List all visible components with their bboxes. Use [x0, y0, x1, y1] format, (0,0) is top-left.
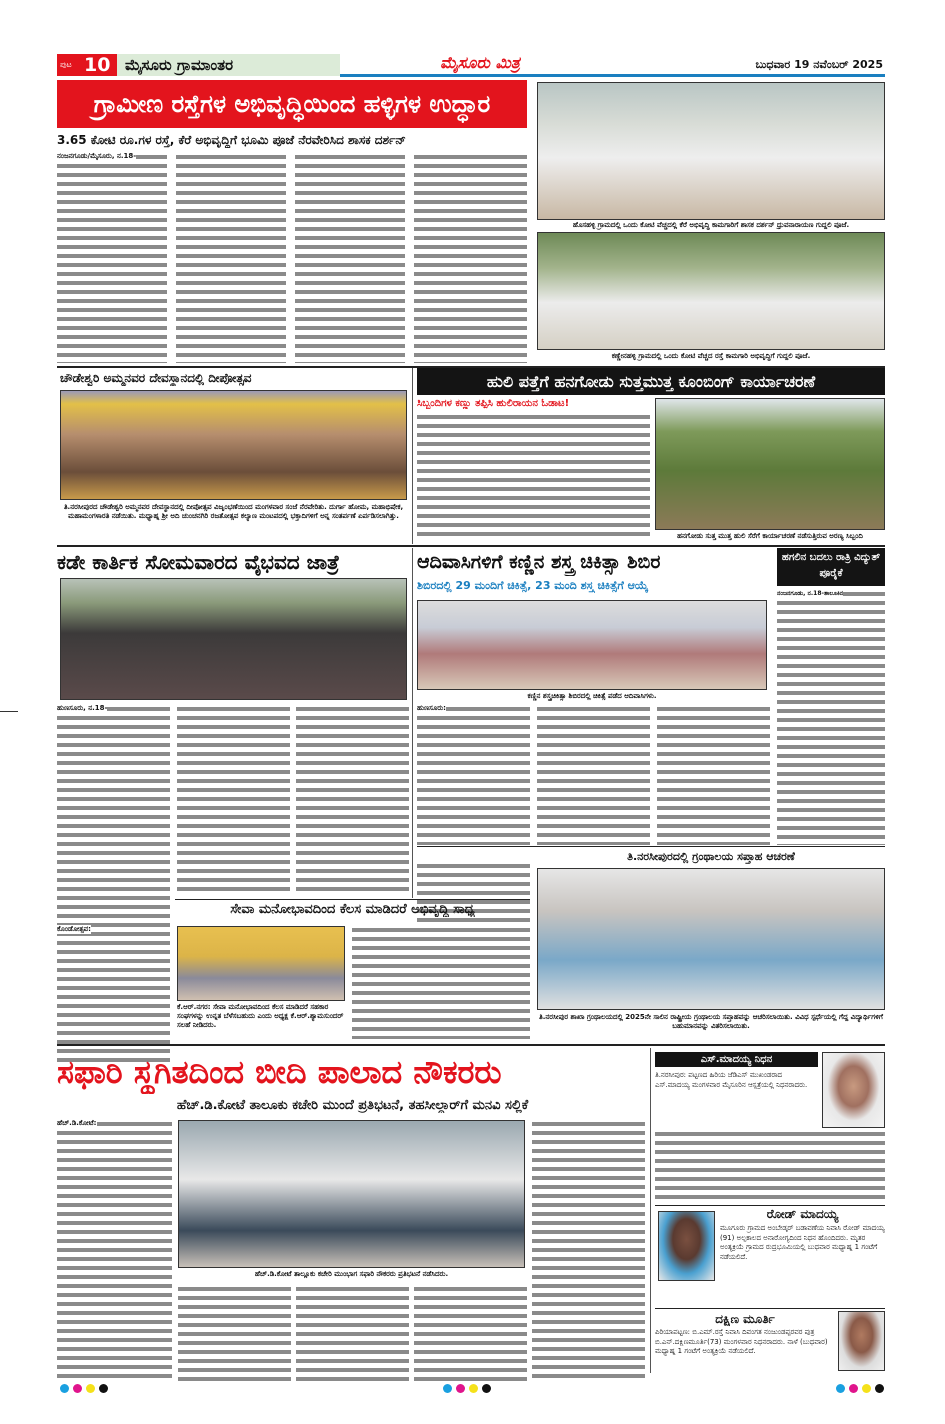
story2-headline: ಚೌಡೇಶ್ವರಿ ಅಮ್ಮನವರ ದೇವಸ್ಥಾನದಲ್ಲಿ ದೀಪೋತ್ಸವ: [60, 371, 252, 385]
story5-body: [657, 705, 770, 845]
story3-headline: ಹುಲಿ ಪತ್ತೆಗೆ ಹನಗೋಡು ಸುತ್ತಮುತ್ತ ಕೂಂಬಿಂಗ್ ಕಾರ್ಯಾಚರಣೆ: [417, 368, 885, 395]
story9-body: [296, 1285, 409, 1382]
page-number: 10: [84, 54, 111, 76]
issue-date: ಬುಧವಾರ 19 ನವೆಂಬರ್ 2025: [755, 58, 883, 71]
story1-dateline: ನಂಜನಗೂಡು/ಮೈಸೂರು, ನ.18-: [57, 152, 137, 160]
story9-caption: ಹೆಚ್.ಡಿ.ಕೋಟೆ ತಾಲ್ಲೂಕು ಕಚೇರಿ ಮುಂಭಾಗ ಸಫಾರಿ ನೌಕರರು ಪ್ರತಿಭಟನೆ ನಡೆಸಿದರು.: [254, 1270, 449, 1278]
story2-photo: [60, 390, 407, 500]
obit-2-name: ರೋಡ್ ಮಾದಯ್ಯ: [766, 1207, 839, 1221]
masthead: ಮೈಸೂರು ಮಿತ್ರ: [440, 53, 520, 72]
margin-mark: [0, 711, 18, 712]
divider: [412, 548, 413, 898]
story1-body: [295, 153, 405, 363]
page-label: ಪುಟ: [60, 60, 72, 69]
story8-photo: [177, 926, 345, 1001]
obit-1-text: ತಿ.ನರಸೀಪುರ: ಪಟ್ಟಣದ ಹಿರಿಯ ಜೆಡಿಎಸ್ ಮುಖಂಡರಾದ ಎಸ್.ಮಾದಯ್ಯ ಮಂಗಳವಾರ ಮೈಸೂರಿನ ಆಸ್ಪತ್ರೆಯಲ್ಲಿ ನಿಧನರಾದರು.: [655, 1071, 808, 1089]
story4-body: [177, 705, 290, 895]
registration-marks: [60, 1378, 112, 1397]
story1-body: [414, 153, 527, 363]
story7-headline: ತಿ.ನರಸೀಪುರದಲ್ಲಿ ಗ್ರಂಥಾಲಯ ಸಪ್ತಾಹ ಆಚರಣೆ: [627, 850, 795, 863]
story8-body: [352, 926, 530, 1039]
story8-caption: ಕೆ.ಆರ್.ನಗರ: ಸೇವಾ ಮನೋಭಾವದಿಂದ ಕೆಲಸ ಮಾಡಿದರೆ ಸಹಕಾರ ಸಂಘಗಳನ್ನು ಉನ್ನತ ಬೆಳೆಸಬಹುದು ಎಂದು ಅಧ್ಯಕ್ಷ ಕೆ.ಆರ್.ಶ್ಯಾಮಸುಂದರ್ ಸಲಹೆ ನೀಡಿದರು.: [177, 1003, 344, 1029]
story9-body: [532, 1120, 645, 1382]
story9-headline: ಸಫಾರಿ ಸ್ಥಗಿತದಿಂದ ಬೀದಿ ಪಾಲಾದ ನೌಕರರು: [57, 1053, 502, 1091]
story4-body: [296, 705, 409, 895]
story3-photo: [655, 398, 885, 530]
story5-photo: [417, 600, 767, 690]
divider: [655, 1205, 885, 1206]
story5-caption: ಕಣ್ಣಿನ ಶಸ್ತ್ರಚಿಕಿತ್ಸಾ ಶಿಬಿರದಲ್ಲಿ ಚಿಕಿತ್ಸೆ ಪಡೆದ ಆದಿವಾಸಿಗಳು.: [527, 692, 657, 700]
section-label: ಮೈಸೂರು ಗ್ರಾಮಾಂತರ: [125, 56, 234, 74]
story4-photo: [60, 578, 407, 700]
section-title: [117, 54, 340, 76]
page-number-box: [57, 54, 117, 76]
story1-caption-1: ಹೊಸಹಳ್ಳಿ ಗ್ರಾಮದಲ್ಲಿ ಒಂದು ಕೋಟಿ ವೆಚ್ಚದಲ್ಲಿ ಕೆರೆ ಅಭಿವೃದ್ಧಿ ಕಾಮಗಾರಿಗೆ ಶಾಸಕ ದರ್ಶನ್ ಧ್ರುವನಾರಾಯಣ ಗುದ್ದಲಿ ಪೂಜೆ.: [572, 221, 850, 229]
obit-1-body: [655, 1130, 885, 1200]
story8-headline: ಸೇವಾ ಮನೋಭಾವದಿಂದ ಕೆಲಸ ಮಾಡಿದರೆ ಅಭಿವೃದ್ಧಿ ಸಾಧ್ಯ: [230, 902, 475, 917]
story1-caption-2: ಕಣ್ಣೇನಹಳ್ಳಿ ಗ್ರಾಮದಲ್ಲಿ ಒಂದು ಕೋಟಿ ವೆಚ್ಚದ ರಸ್ತೆ ಕಾಮಗಾರಿ ಅಭಿವೃದ್ಧಿಗೆ ಗುದ್ದಲಿ ಪೂಜೆ.: [611, 352, 811, 360]
story9-subhead: ಹೆಚ್.ಡಿ.ಕೋಟೆ ತಾಲೂಕು ಕಚೇರಿ ಮುಂದೆ ಪ್ರತಿಭಟನೆ, ತಹಸೀಲ್ದಾರ್‌ಗೆ ಮನವಿ ಸಲ್ಲಿಕೆ: [176, 1098, 529, 1113]
obit-2-text: ಮೂಗೂರು ಗ್ರಾಮದ ಅಂಬೇಡ್ಕರ್ ಬಡಾವಣೆಯ ನಿವಾಸಿ ರೋಡ್ ಮಾದಯ್ಯ (91) ಅಲ್ಪಕಾಲದ ಅನಾರೋಗ್ಯದಿಂದ ನಿಧನ ಹೊಂದಿದರು. ಮೃತರ ಅಂತ್ಯಕ್ರಿಯೆ ಗ್ರಾಮದ ರುದ್ರಭೂಮಿಯಲ್ಲಿ ಬುಧವಾರ ಮಧ್ಯಾಹ್ನ 1 ಗಂಟೆಗೆ ನಡೆಯಲಿದೆ.: [720, 1224, 885, 1261]
story4-dateline: ಹುಣಸೂರು, ನ.18-: [57, 704, 108, 712]
story4-body: [57, 705, 170, 1063]
story1-photo-2: [537, 232, 885, 350]
story3-body: [417, 413, 650, 541]
story7-caption: ತಿ.ನರಸೀಪುರ ಶಾಖಾ ಗ್ರಂಥಾಲಯದಲ್ಲಿ 2025ನೇ ಸಾಲಿನ ರಾಷ್ಟ್ರೀಯ ಗ್ರಂಥಾಲಯ ಸಪ್ತಾಹವನ್ನು ಆಚರಿಸಲಾಯಿತು. ವಿವಿಧ ಸ್ಪರ್ಧೆಯಲ್ಲಿ ಗೆದ್ದ ವಿದ್ಯಾರ್ಥಿಗಳಿಗೆ ಬಹುಮಾನವನ್ನು ವಿತರಿಸಲಾಯಿತು.: [539, 1013, 883, 1030]
story1-photo-1: [537, 82, 885, 220]
story1-headline: ಗ್ರಾಮೀಣ ರಸ್ತೆಗಳ ಅಭಿವೃದ್ಧಿಯಿಂದ ಹಳ್ಳಿಗಳ ಉದ್ಧಾರ: [57, 80, 527, 128]
registration-marks: [443, 1378, 495, 1397]
story4-subhead: ಕೊಂಡೋತ್ಸವ:: [57, 925, 91, 933]
registration-marks: [836, 1378, 888, 1397]
obit-1-photo: [822, 1052, 885, 1128]
header-rule: [340, 74, 885, 77]
story3-subhead: ಸಿಬ್ಬಂದಿಗಳ ಕಣ್ಣು ತಪ್ಪಿಸಿ ಹುಲಿರಾಯನ ಓಡಾಟ!: [417, 398, 570, 409]
story3-caption: ಹನಗೋಡು ಸುತ್ತ ಮುತ್ತ ಹುಲಿ ಸೆರೆಗೆ ಕಾರ್ಯಾಚರಣೆ ನಡೆಸುತ್ತಿರುವ ಅರಣ್ಯ ಸಿಬ್ಬಂದಿ: [677, 532, 863, 540]
obit-1-name: ಎಸ್.ಮಾದಯ್ಯ ನಿಧನ: [655, 1052, 818, 1067]
story7-photo: [537, 868, 885, 1010]
story5-dateline: ಹುಣಸೂರು:: [417, 704, 446, 712]
divider: [655, 1308, 885, 1309]
divider: [417, 846, 885, 847]
story9-body: [178, 1285, 291, 1382]
story6-body: [777, 590, 885, 845]
divider: [412, 368, 413, 544]
story6-dateline: ನಂಜನಗೂಡು, ನ.18-ತಾಲೂಕಿನ: [777, 590, 844, 597]
obit-2-photo: [658, 1211, 715, 1281]
story1-subhead: 3.65 ಕೋಟಿ ರೂ.ಗಳ ರಸ್ತೆ, ಕೆರೆ ಅಭಿವೃದ್ಧಿಗೆ ಭೂಮಿ ಪೂಜೆ ನೆರವೇರಿಸಿದ ಶಾಸಕ ದರ್ಶನ್: [57, 133, 406, 147]
obit-3-text: ಪಿರಿಯಾಪಟ್ಟಣ: ಬಿ.ಎಮ್.ರಸ್ತೆ ನಿವಾಸಿ ದಿವಂಗತ ನಂಜುಂಡಪ್ಪರವರ ಪುತ್ರ ಬಿ.ಎನ್.ದಕ್ಷಿಣಮೂರ್ತಿ(73) ಮಂಗಳವಾರ ನಿಧನರಾದರು. ನಾಳೆ (ಬುಧವಾರ) ಮಧ್ಯಾಹ್ನ 1 ಗಂಟೆಗೆ ಅಂತ್ಯಕ್ರಿಯೆ ನಡೆಯಲಿದೆ.: [655, 1328, 828, 1355]
story4-headline: ಕಡೇ ಕಾರ್ತಿಕ ಸೋಮವಾರದ ವೈಭವದ ಜಾತ್ರೆ: [57, 550, 340, 574]
obit-3-name: ದಕ್ಷಿಣ ಮೂರ್ತಿ: [715, 1312, 775, 1326]
story5-body: [537, 705, 650, 845]
story1-body: [176, 153, 286, 363]
story9-body: [414, 1285, 527, 1382]
obit-3-photo: [838, 1311, 885, 1371]
divider: [650, 1048, 651, 1373]
divider: [57, 1044, 885, 1046]
story9-photo: [178, 1120, 525, 1268]
story5-body: [417, 705, 530, 845]
story9-body: [57, 1120, 172, 1382]
story5-headline: ಆದಿವಾಸಿಗಳಿಗೆ ಕಣ್ಣಿನ ಶಸ್ತ್ರ ಚಿಕಿತ್ಸಾ ಶಿಬಿರ: [417, 551, 661, 573]
story9-dateline: ಹೆಚ್.ಡಿ.ಕೋಟೆ:: [57, 1119, 97, 1127]
story5-subhead: ಶಿಬಿರದಲ್ಲಿ 29 ಮಂದಿಗೆ ಚಿಕಿತ್ಸೆ, 23 ಮಂದಿ ಶಸ್ತ್ರ ಚಿಕಿತ್ಸೆಗೆ ಆಯ್ಕೆ: [417, 579, 649, 592]
story6-headline: ಹಗಲಿನ ಬದಲು ರಾತ್ರಿ ವಿದ್ಯುತ್ ಪೂರೈಕೆ: [781, 552, 881, 579]
divider: [175, 899, 530, 900]
divider: [57, 545, 885, 547]
story1-body: [57, 153, 167, 363]
story2-caption: ತಿ.ನರಸೀಪುರದ ಚೌಡೇಶ್ವರಿ ಅಮ್ಮನವರ ದೇವಸ್ಥಾನದಲ್ಲಿ ದೀಪೋತ್ಸವ ವಿಜೃಂಭಣೆಯಿಂದ ಮಂಗಳವಾರ ಸಂಜೆ ನೆರವೇರಿತು. ದುರ್ಗಾ ಹೋಮ, ಮಹಾಭಿಷೇಕ, ಮಹಾಮಂಗಳಾರತಿ ನಡೆಯಿತು. ಮಧ್ಯಾಹ್ನ ಶ್ರೀ ಅದಿ ಚುಂಚನಗಿರಿ ರಜತೋತ್ಸವ ಕಲ್ಯಾಣ ಮಂಟಪದಲ್ಲಿ ಭಕ್ತಾದಿಗಳಿಗೆ ಅನ್ನ ಸಂತರ್ಪಣೆ ಏರ್ಪಡಿಸಲಾಗಿತ್ತು.: [63, 503, 404, 520]
